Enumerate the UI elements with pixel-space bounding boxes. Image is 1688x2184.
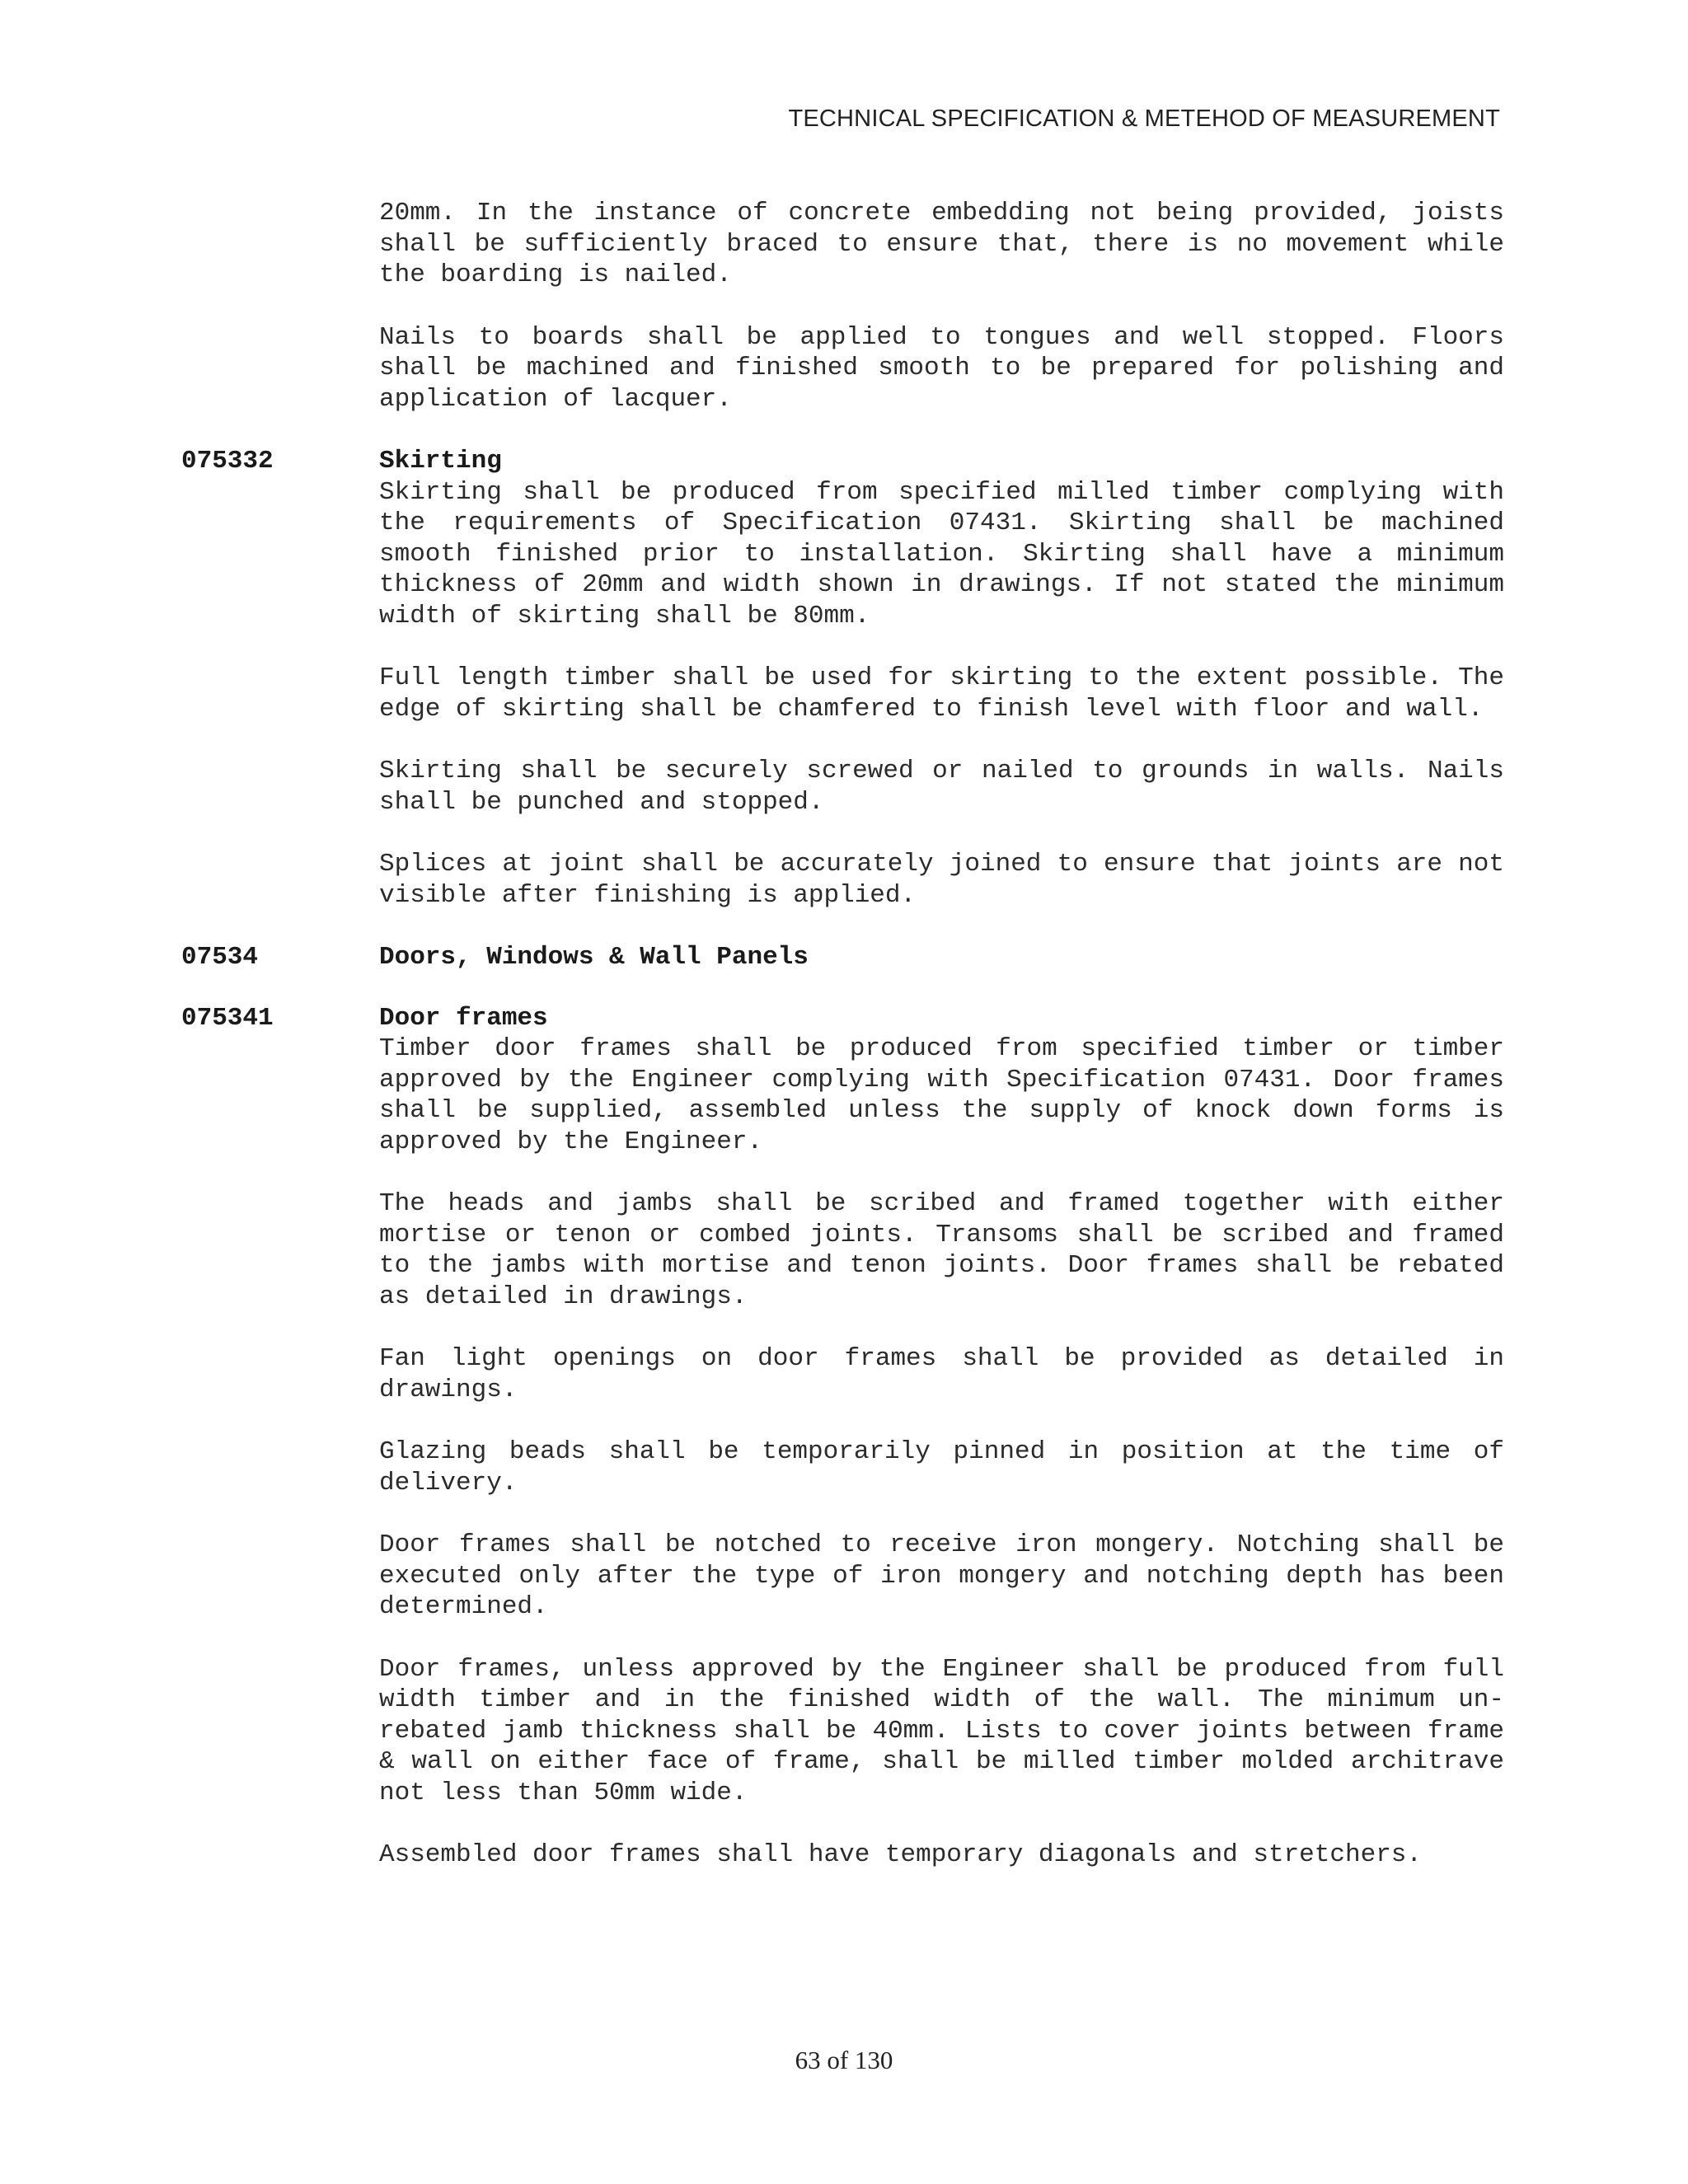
paragraph: Door frames, unless approved by the Engineer shall be produced from full width timber and in the finished width of the wall. The minimum un-rebated jamb thickness shall be 40mm. Lists to cover joints between frame & wall on either face of frame, shall be milled timber molded architrave not less than 50mm wide.: [379, 1654, 1504, 1807]
page-number: 63 of 130: [795, 2046, 893, 2074]
paragraph: Nails to boards shall be applied to tongues and well stopped. Floors shall be machined and finished smooth to be prepared for polishing and application of lacquer.: [379, 322, 1504, 414]
section-title: Door frames: [379, 1003, 548, 1033]
document-header: TECHNICAL SPECIFICATION & METEHOD OF MEASUREMENT: [788, 105, 1500, 132]
section-title: Skirting: [379, 447, 502, 476]
paragraph: Skirting shall be securely screwed or nailed to grounds in walls. Nails shall be punched and stopped.: [379, 757, 1504, 817]
section-code: 075332: [181, 447, 274, 476]
section-skirting: [181, 446, 1504, 911]
section-code: 07534: [181, 943, 259, 972]
paragraph: 20mm. In the instance of concrete embedding not being provided, joists shall be sufficiently braced to ensure that, there is no movement while the boarding is nailed.: [379, 199, 1504, 289]
paragraph: Timber door frames shall be produced from specified timber or timber approved by the Engineer complying with Specification 07431. Door frames shall be supplied, assembled unless the supply of knock down forms is approved by the Engineer.: [379, 1034, 1504, 1156]
paragraph: Splices at joint shall be accurately joined to ensure that joints are not visible after finishing is applied.: [379, 850, 1504, 910]
section-door-frames: [181, 1003, 1504, 1871]
paragraph: Glazing beads shall be temporarily pinned in position at the time of delivery.: [379, 1437, 1504, 1497]
paragraph: Skirting shall be produced from specified milled timber complying with the requirements of Specification 07431. Skirting shall be machined smooth finished prior to installation. Skirting shall have a minimum thickness of 20mm and width shown in drawings. If not stated the minimum width of skirting shall be 80mm.: [379, 477, 1504, 630]
section-doors-windows: [181, 942, 1504, 973]
paragraph: Assembled door frames shall have temporary diagonals and stretchers.: [379, 1840, 1423, 1869]
section-title: Doors, Windows & Wall Panels: [379, 943, 809, 972]
paragraph: Door frames shall be notched to receive iron mongery. Notching shall be executed only after the type of iron mongery and notching depth has been determined.: [379, 1530, 1504, 1621]
document-body: [181, 198, 1504, 1902]
paragraph: The heads and jambs shall be scribed and framed together with either mortise or tenon or combed joints. Transoms shall be scribed and framed to the jambs with mortise and tenon joints. Door frames shall be rebated as detailed in drawings.: [379, 1189, 1504, 1311]
paragraph: Full length timber shall be used for skirting to the extent possible. The edge of skirting shall be chamfered to finish level with floor and wall.: [379, 663, 1504, 724]
paragraph: Fan light openings on door frames shall be provided as detailed in drawings.: [379, 1344, 1504, 1404]
section-code: 075341: [181, 1003, 274, 1033]
intro-section: [181, 198, 1504, 415]
